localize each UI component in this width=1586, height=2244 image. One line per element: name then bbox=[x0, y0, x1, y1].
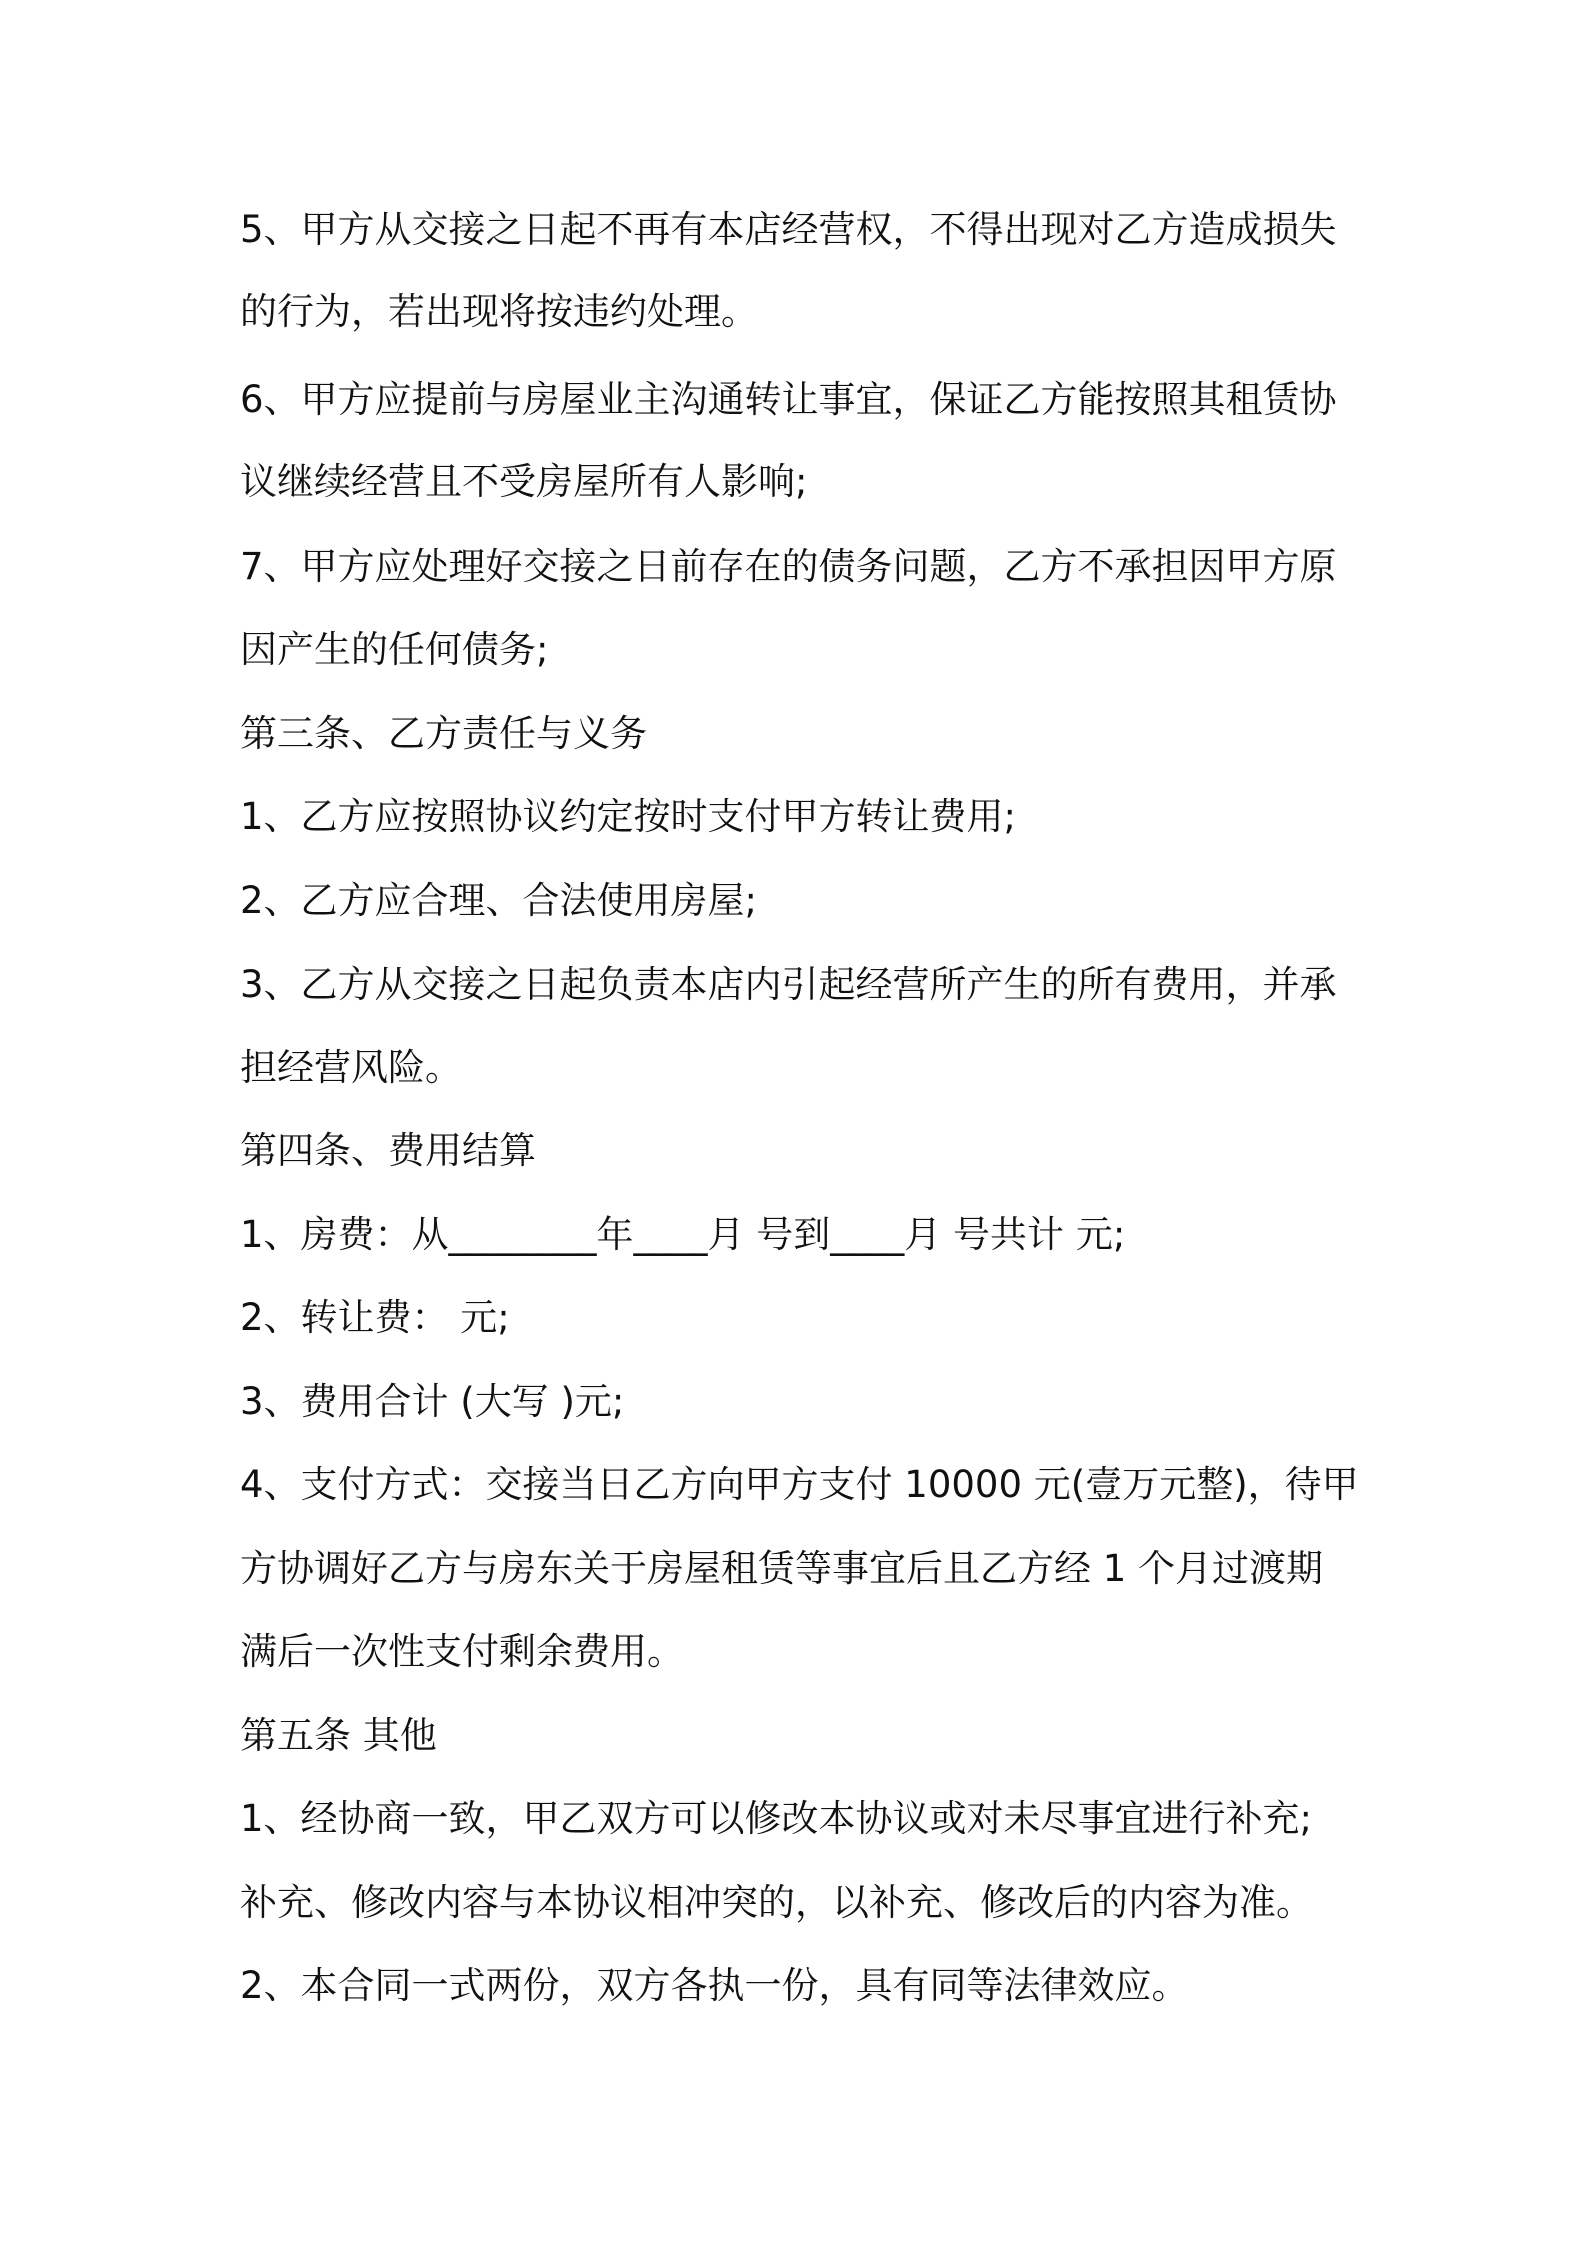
section-4-item-4-line-1: 4、支付方式：交接当日乙方向甲方支付 10000 元(壹万元整)，待甲 bbox=[240, 1463, 1359, 1506]
section-5-item-1-line-1: 1、经协商一致，甲乙双方可以修改本协议或对未尽事宜进行补充; bbox=[240, 1797, 1313, 1840]
section-3-heading: 第三条、乙方责任与义务 bbox=[240, 712, 647, 755]
section-5-item-2: 2、本合同一式两份，双方各执一份，具有同等法律效应。 bbox=[240, 1964, 1189, 2007]
section-5-heading: 第五条 其他 bbox=[240, 1714, 437, 1757]
clause-5-line-1: 5、甲方从交接之日起不再有本店经营权，不得出现对乙方造成损失 bbox=[240, 208, 1337, 251]
section-4-item-1: 1、房费：从________年____月 号到____月 号共计 元; bbox=[240, 1213, 1126, 1256]
section-4-item-4-line-3: 满后一次性支付剩余费用。 bbox=[240, 1630, 684, 1673]
section-5-item-1-line-2: 补充、修改内容与本协议相冲突的，以补充、修改后的内容为准。 bbox=[240, 1881, 1313, 1924]
section-4-item-2: 2、转让费： 元; bbox=[240, 1296, 510, 1339]
section-3-item-3-line-1: 3、乙方从交接之日起负责本店内引起经营所产生的所有费用，并承 bbox=[240, 963, 1337, 1006]
section-3-item-2: 2、乙方应合理、合法使用房屋; bbox=[240, 879, 758, 922]
clause-6-line-2: 议继续经营且不受房屋所有人影响; bbox=[240, 460, 808, 503]
section-4-item-4-line-2: 方协调好乙方与房东关于房屋租赁等事宜后且乙方经 1 个月过渡期 bbox=[240, 1547, 1324, 1590]
clause-5-line-2: 的行为，若出现将按违约处理。 bbox=[240, 290, 758, 333]
clause-7-line-2: 因产生的任何债务; bbox=[240, 628, 549, 671]
section-3-item-3-line-2: 担经营风险。 bbox=[240, 1046, 462, 1089]
section-4-item-3: 3、费用合计 (大写 )元; bbox=[240, 1380, 625, 1423]
clause-6-line-1: 6、甲方应提前与房屋业主沟通转让事宜，保证乙方能按照其租赁协 bbox=[240, 378, 1337, 421]
section-4-heading: 第四条、费用结算 bbox=[240, 1129, 536, 1172]
section-3-item-1: 1、乙方应按照协议约定按时支付甲方转让费用; bbox=[240, 795, 1017, 838]
clause-7-line-1: 7、甲方应处理好交接之日前存在的债务问题，乙方不承担因甲方原 bbox=[240, 545, 1337, 588]
